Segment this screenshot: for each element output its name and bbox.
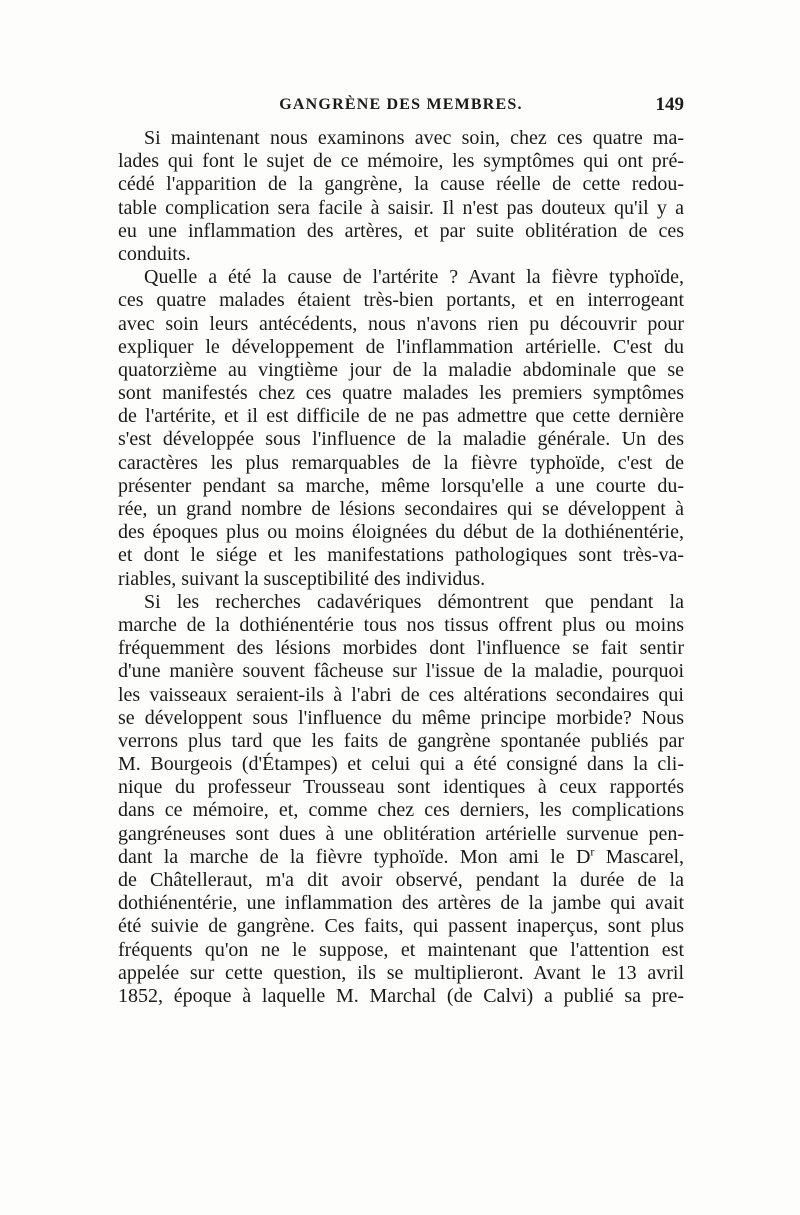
- text-line: et dont le siége et les manifestations pathologiques sont très-va-: [118, 544, 684, 567]
- text-line: quatorzième au vingtième jour de la maladie abdominale que se: [118, 358, 684, 381]
- text-line: M. Bourgeois (d'Étampes) et celui qui a été consigné dans la cli-: [118, 753, 684, 776]
- text-line: marche de la dothiénentérie tous nos tissus offrent plus ou moins: [118, 613, 684, 636]
- text-line: dothiénentérie, une inflammation des artères de la jambe qui avait: [118, 892, 684, 915]
- text-line-end: Mascarel,: [594, 845, 685, 868]
- text-line: eu une inflammation des artères, et par suite oblitération de ces: [118, 219, 684, 242]
- text-line-start: dant la marche de la fièvre typhoïde. Mon ami le D: [118, 845, 591, 868]
- text-line: les vaisseaux seraient-ils à l'abri de ces altérations secondaires qui: [118, 683, 684, 706]
- text-line: des époques plus ou moins éloignées du début de la dothiénentérie,: [118, 521, 684, 544]
- text-line: 1852, époque à laquelle M. Marchal (de Calvi) a publié sa pre-: [118, 984, 684, 1007]
- text-line: Si les recherches cadavériques démontrent que pendant la: [144, 590, 684, 613]
- text-line: [118, 846, 684, 869]
- text-line: riables, suivant la susceptibilité des individus.: [118, 567, 486, 590]
- text-line: nique du professeur Trousseau sont identiques à ceux rapportés: [118, 776, 684, 799]
- text-line: ces quatre malades étaient très-bien portants, et en interrogeant: [118, 289, 684, 312]
- text-line: cédé l'apparition de la gangrène, la cause réelle de cette redou-: [118, 173, 684, 196]
- text-line: gangréneuses sont dues à une oblitération artérielle survenue pen-: [118, 822, 684, 845]
- text-line: présenter pendant sa marche, même lorsqu'elle a une courte du-: [118, 474, 684, 497]
- text-line: lades qui font le sujet de ce mémoire, les symptômes qui ont pré-: [118, 150, 684, 173]
- text-line: été suivie de gangrène. Ces faits, qui passent inaperçus, sont plus: [118, 915, 684, 938]
- text-line: de Châtelleraut, m'a dit avoir observé, pendant la durée de la: [118, 869, 684, 891]
- text-line: expliquer le développement de l'inflammation artérielle. C'est du: [118, 335, 684, 358]
- text-line: appelée sur cette question, ils se multiplieront. Avant le 13 avril: [118, 961, 684, 984]
- text-line: dans ce mémoire, et, comme chez ces derniers, les complications: [118, 799, 684, 822]
- text-line: table complication sera facile à saisir. Il n'est pas douteux qu'il y a: [118, 196, 684, 219]
- text-line: de l'artérite, et il est difficile de ne pas admettre que cette dernière: [118, 405, 684, 428]
- text-line: s'est développée sous l'influence de la maladie générale. Un des: [118, 428, 684, 451]
- text-line: se développent sous l'influence du même principe morbide? Nous: [118, 706, 684, 729]
- text-line: d'une manière souvent fâcheuse sur l'issue de la maladie, pourquoi: [118, 660, 684, 683]
- text-line: verrons plus tard que les faits de gangrène spontanée publiés par: [118, 729, 684, 752]
- text-line: sont manifestés chez ces quatre malades les premiers symptômes: [118, 382, 684, 405]
- text-line: Si maintenant nous examinons avec soin, chez ces quatre ma-: [144, 127, 684, 149]
- page-number: 149: [655, 94, 684, 115]
- text-line: Quelle a été la cause de l'artérite ? Avant la fièvre typhoïde,: [144, 266, 684, 289]
- text-line: avec soin leurs antécédents, nous n'avons rien pu découvrir pour: [118, 312, 684, 335]
- text-line: conduits.: [118, 242, 191, 265]
- text-line: fréquents qu'on ne le suppose, et maintenant que l'attention est: [118, 938, 684, 961]
- superscript: r: [590, 844, 595, 859]
- body-text: [118, 127, 684, 1008]
- text-line: fréquemment des lésions morbides dont l'influence se fait sentir: [118, 637, 684, 660]
- text-line: rée, un grand nombre de lésions secondaires qui se développent à: [118, 498, 684, 520]
- running-head: [118, 96, 684, 120]
- running-title: GANGRÈNE DES MEMBRES.: [279, 96, 523, 113]
- text-line: caractères les plus remarquables de la fièvre typhoïde, c'est de: [118, 451, 684, 474]
